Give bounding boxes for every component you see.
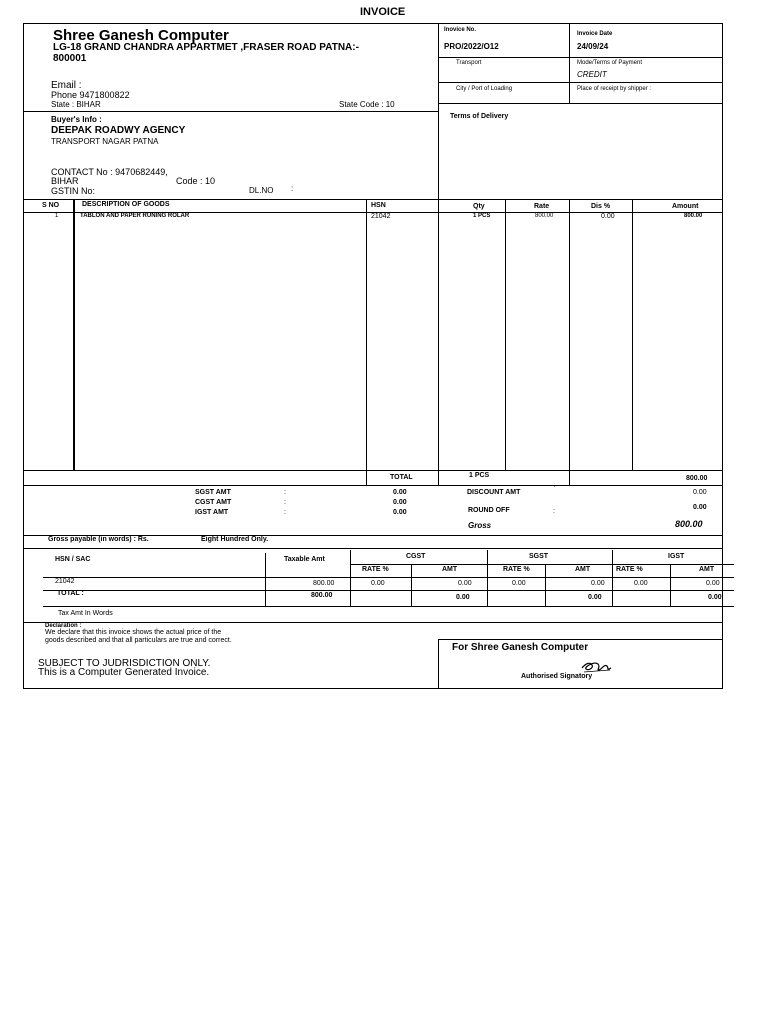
discount-colon: ' bbox=[554, 486, 556, 492]
vline bbox=[569, 199, 570, 486]
mode-label: Mode/Terms of Payment bbox=[577, 60, 643, 66]
frame-left bbox=[23, 23, 24, 689]
place-label: Place of receipt by shipper : bbox=[577, 86, 652, 92]
tax-col-cgst: CGST bbox=[406, 553, 426, 560]
invoice-no-value: PRO/2022/O12 bbox=[444, 42, 499, 51]
hline bbox=[43, 606, 734, 607]
roundoff-label: ROUND OFF bbox=[468, 507, 510, 514]
sgst-value: 0.00 bbox=[393, 489, 407, 496]
hline bbox=[438, 103, 723, 104]
buyer-label: Buyer's Info : bbox=[51, 115, 102, 124]
seller-email: Email : bbox=[51, 80, 82, 91]
discount-value: 0.00 bbox=[693, 489, 707, 496]
vline bbox=[366, 199, 367, 486]
tax-col-hsn: HSN / SAC bbox=[55, 556, 91, 563]
item-dis: 0.00 bbox=[601, 213, 615, 220]
sgst-label: SGST AMT bbox=[195, 489, 231, 496]
roundoff-value: 0.00 bbox=[693, 504, 707, 511]
igst-colon: : bbox=[284, 509, 286, 516]
frame-top bbox=[23, 23, 723, 24]
hline bbox=[23, 485, 723, 486]
hline bbox=[438, 82, 723, 83]
tax-words-label: Tax Amt In Words bbox=[58, 610, 113, 617]
vline bbox=[632, 199, 633, 471]
total-label: TOTAL bbox=[390, 474, 413, 481]
hline bbox=[43, 577, 734, 578]
vline bbox=[350, 550, 351, 607]
vline bbox=[438, 199, 439, 486]
tax-col-cgst-rate: RATE % bbox=[362, 566, 389, 573]
hline bbox=[438, 639, 723, 640]
tax-col-sgst-rate: RATE % bbox=[503, 566, 530, 573]
terms-label: Terms of Delivery bbox=[450, 113, 509, 120]
buyer-code: Code : 10 bbox=[176, 176, 216, 186]
col-desc: DESCRIPTION OF GOODS bbox=[82, 201, 170, 208]
declaration-label: Declaration : bbox=[45, 623, 82, 629]
city-label: City / Port of Loading bbox=[456, 86, 513, 92]
vline bbox=[505, 199, 506, 471]
item-desc: TABLON AND PAPER RUNING ROLAR bbox=[80, 213, 190, 219]
item-sno: 1 bbox=[55, 213, 59, 219]
vline bbox=[73, 199, 75, 471]
tax-col-sgst: SGST bbox=[529, 553, 549, 560]
generated-text: This is a Computer Generated Invoice. bbox=[38, 667, 210, 678]
hline bbox=[350, 564, 734, 565]
tax-total-label: TOTAL : bbox=[57, 590, 84, 597]
gross-label: Gross bbox=[468, 521, 492, 530]
cgst-label: CGST AMT bbox=[195, 499, 232, 506]
col-hsn: HSN bbox=[371, 202, 386, 209]
words-label: Gross payable (in words) : Rs. bbox=[48, 536, 149, 543]
buyer-dl: DL.NO bbox=[249, 186, 274, 195]
buyer-contact: CONTACT No : 9470682449, bbox=[51, 167, 168, 177]
tax-col-cgst-amt: AMT bbox=[442, 566, 458, 573]
discount-label: DISCOUNT AMT bbox=[467, 489, 521, 496]
col-qty: Qty bbox=[473, 203, 485, 210]
total-qty: 1 PCS bbox=[469, 472, 490, 479]
tax-row-igst-amt: 0.00 bbox=[706, 580, 720, 587]
hline bbox=[23, 548, 723, 549]
seller-state-code: State Code : 10 bbox=[339, 100, 395, 109]
igst-label: IGST AMT bbox=[195, 509, 229, 516]
tax-row-taxable: 800.00 bbox=[313, 580, 335, 587]
col-amount: Amount bbox=[672, 203, 699, 210]
total-amount: 800.00 bbox=[686, 475, 708, 482]
tax-total-sgst: 0.00 bbox=[588, 594, 602, 601]
gross-value: 800.00 bbox=[675, 519, 703, 529]
col-dis: Dis % bbox=[591, 203, 611, 210]
vline bbox=[670, 564, 671, 607]
header-divider-2 bbox=[569, 23, 570, 103]
words-value: Eight Hundred Only. bbox=[201, 536, 269, 543]
buyer-gstin: GSTIN No: bbox=[51, 186, 96, 196]
item-qty: 1 PCS bbox=[473, 213, 491, 219]
hline bbox=[438, 57, 723, 58]
declaration-line-1: We declare that this invoice shows the actual price of the bbox=[45, 629, 222, 636]
seller-state: State : BIHAR bbox=[51, 100, 101, 109]
sgst-colon: : bbox=[284, 489, 286, 496]
tax-row-hsn: 21042 bbox=[55, 578, 75, 585]
tax-col-sgst-amt: AMT bbox=[575, 566, 591, 573]
item-rate: 800.00 bbox=[535, 213, 554, 219]
vline bbox=[265, 553, 266, 607]
item-amount: 800.00 bbox=[684, 213, 703, 219]
invoice-date-label: Invoice Date bbox=[577, 31, 613, 37]
mode-value: CREDIT bbox=[577, 70, 607, 79]
authorised-signatory: Authorised Signatory bbox=[521, 673, 593, 680]
tax-total-cgst: 0.00 bbox=[456, 594, 470, 601]
seller-phone: Phone 9471800822 bbox=[51, 90, 130, 100]
hline bbox=[23, 470, 723, 471]
tax-col-taxable: Taxable Amt bbox=[284, 556, 325, 563]
col-sno: S NO bbox=[42, 202, 60, 209]
buyer-dl-colon: : bbox=[291, 184, 294, 193]
tax-col-igst-rate: RATE % bbox=[616, 566, 643, 573]
col-rate: Rate bbox=[534, 203, 550, 210]
vline bbox=[487, 550, 488, 607]
item-hsn: 21042 bbox=[371, 213, 391, 220]
hline bbox=[23, 111, 439, 112]
tax-row-sgst-rate: 0.00 bbox=[512, 580, 526, 587]
seller-name: Shree Ganesh Computer bbox=[53, 27, 229, 44]
transport-label: Transport bbox=[456, 60, 482, 66]
buyer-address: TRANSPORT NAGAR PATNA bbox=[51, 137, 159, 146]
igst-value: 0.00 bbox=[393, 509, 407, 516]
hline bbox=[43, 590, 734, 591]
vline bbox=[411, 564, 412, 607]
buyer-name: DEEPAK ROADWY AGENCY bbox=[51, 125, 186, 136]
seller-address-2: 800001 bbox=[53, 53, 87, 64]
invoice-no-label: Inovice No. bbox=[444, 27, 477, 33]
for-company: For Shree Ganesh Computer bbox=[452, 642, 589, 653]
tax-col-igst-amt: AMT bbox=[699, 566, 715, 573]
vline bbox=[612, 550, 613, 607]
tax-row-sgst-amt: 0.00 bbox=[591, 580, 605, 587]
roundoff-colon: : bbox=[553, 508, 555, 515]
declaration-line-2: goods described and that all particulars are true and correct. bbox=[45, 637, 232, 644]
cgst-value: 0.00 bbox=[393, 499, 407, 506]
cgst-colon: : bbox=[284, 499, 286, 506]
frame-bottom bbox=[23, 688, 723, 689]
seller-address-1: LG-18 GRAND CHANDRA APPARTMET ,FRASER ROAD PATNA:- bbox=[53, 42, 359, 53]
invoice-date-value: 24/09/24 bbox=[577, 42, 609, 51]
buyer-state: BIHAR bbox=[51, 176, 79, 186]
tax-row-cgst-rate: 0.00 bbox=[371, 580, 385, 587]
tax-col-igst: IGST bbox=[668, 553, 685, 560]
tax-total-taxable: 800.00 bbox=[311, 592, 333, 599]
vline bbox=[545, 564, 546, 607]
vline bbox=[438, 639, 439, 689]
jurisdiction-text: SUBJECT TO JUDRISDICTION ONLY. bbox=[38, 658, 211, 669]
invoice-title: INVOICE bbox=[360, 6, 406, 18]
hline bbox=[23, 622, 723, 623]
tax-row-igst-rate: 0.00 bbox=[634, 580, 648, 587]
tax-total-igst: 0.00 bbox=[708, 594, 722, 601]
tax-row-cgst-amt: 0.00 bbox=[458, 580, 472, 587]
hline bbox=[23, 199, 723, 200]
